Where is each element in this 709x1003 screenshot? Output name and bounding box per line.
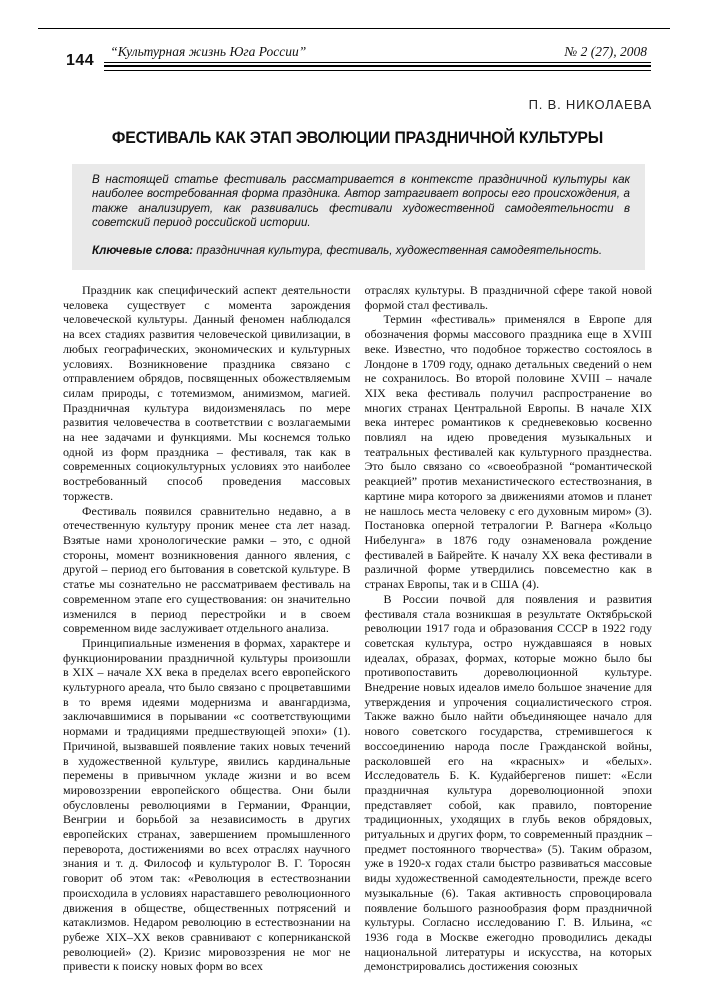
header-text-row: [104, 44, 651, 63]
page-header: [66, 44, 651, 71]
paragraph: Праздник как специфический аспект деятельности человека существует с момента зарождения человеческой культуры. Данный феномен наблюдался на всех стадиях развития человеческой цивилизации, в любых географических, экономических и культурных условиях. Возникновение праздника связано с отправлением обрядов, посвященных обожествляемым силам природы, с тотемизмом, анимизмом, магией. Праздничная культура видоизменялась по мере развития человечества в соответствии с возлагаемыми на нее задачами и функциями. Мы коснемся только одной из форм праздника – фестиваля, так как в современных социокультурных условиях это наиболее востребованный способ проведения массовых торжеств.: [63, 283, 351, 503]
paragraph: Фестиваль появился сравнительно недавно, а в отечественную культуру проник менее ста лет назад. Взятые нами хронологические рамки – это, с одной стороны, момент возникновения данного явления, с другой – период его бытования в советской культуре. В статье мы сознательно не рассматриваем фестиваль на современном этапе его существования: он значительно изменился в период перестройки и в своем современном виде заслуживает отдельного анализа.: [63, 503, 351, 636]
paragraph: Принципиальные изменения в формах, характере и функционировании праздничной культуры произошли в XIX – начале XX века в пределах всего европейского культурного ареала, что было связано с процветавшими в то время идеями модернизма и авангардизма, заключавшимися в порывании «с соответствующими нормами и традициями предшествующей эпохи» (1). Причиной, вызвавшей появление таких новых течений в художественной культуре, явились кардинальные перемены в привычном укладе жизни и во всем мировоззрении европейского общества. Они были обусловлены революциями в Германии, Франции, Венгрии и борьбой за независимость в других европейских странах, завершением промышленного переворота, достижениями во всех отраслях научного знания и т. д. Философ и культуролог В. Г. Торосян говорит об этом так: «Революция в естествознании происходила в условиях нараставшего революционного движения в обществе, общественных потрясений и катаклизмов. Недаром революцию в естествознании на рубеже XIX–XX веков сравнивают с коперниканской революцией» (2). Кризис мировоззрения не мог не привести к поиску новых форм во всех: [63, 635, 351, 974]
header-rule-block: [104, 44, 651, 71]
body-columns: [63, 283, 652, 974]
article-content: [63, 97, 652, 974]
paragraph: Термин «фестиваль» применялся в Европе для обозначения формы массового праздника еще в XVIII веке. Известно, что подобное торжество состоялось в Лондоне в 1709 году, однако детальных сведений о нем не сохранилось. Во второй половине XVIII – начале XIX века фестиваль получил распространение во многих странах Центральной Европы. В начале XIX века интерес романтиков к средневековью косвенно повлиял на идею проведения музыкальных и театральных фестивалей как культурного празднества. Это было связано со «своеобразной “романтической реакцией” против механистического естествознания, в картине мира которого за движениями атомов и планет не нашлось места человеку с его духовным миром» (3). Постановка оперной тетралогии Р. Вагнера «Кольцо Нибелунга» в 1876 году ознаменовала рождение фестивалей в Байрейте. К началу XX века фестивали в различной форме утвердились повсеместно как в странах Европы, так и в США (4).: [364, 312, 652, 592]
keywords-list: праздничная культура, фестиваль, художественная самодеятельность.: [193, 243, 603, 257]
page-number: 144: [66, 52, 95, 69]
issue-number: № 2 (27), 2008: [564, 44, 647, 59]
author-name: П. В. НИКОЛАЕВА: [528, 97, 652, 112]
keywords-line: [92, 244, 630, 258]
right-column: [365, 283, 653, 974]
abstract-box: [72, 164, 645, 270]
keywords-label: Ключевые слова:: [92, 243, 194, 257]
left-column: [63, 283, 351, 974]
paragraph-continuation: отраслях культуры. В праздничной сфере такой новой формой стал фестиваль.: [364, 283, 652, 312]
journal-title: “Культурная жизнь Юга России”: [110, 44, 307, 59]
abstract-text: В настоящей статье фестиваль рассматривается в контексте праздничной культуры как наиболее востребованная форма праздника. Автор затрагивает вопросы его происхождения, а также анализирует, как развивались фестивали художественной самодеятельности в советский период российской истории.: [92, 173, 630, 230]
top-rule: [38, 28, 670, 29]
paragraph: В России почвой для появления и развития фестиваля стала возникшая в результате Октябрьской революции 1917 года и образования СССР в 1922 году советская культура, остро нуждавшаяся в новых идеалах, образах, формах, которые можно было бы противопоставить дореволюционной культуре. Внедрение новых идеалов имело большое значение для утверждения и упрочения социалистического строя. Также важно было найти объединяющее начало для нового советского государства, стремившегося к воссоединению народа после Гражданской войны, расколовшей его на «красных» и «белых». Исследователь Б. К. Кудайбергенов пишет: «Если праздничная культура дореволюционной эпохи представляет собой, как правило, повторение традиционных, уходящих в глубь веков обрядовых, ритуальных и других форм, то современный праздник – предмет постоянного творчества» (5). Таким образом, уже в 1920-х годах стали быстро развиваться массовые виды художественной самодеятельности, прежде всего музыкальные (6). Такая активность спровоцировала появление большого разнообразия форм праздничной культуры. Согласно исследованию Г. В. Ильина, «с 1936 года в Москве ежегодно проводились декады национальной литературы и искусства, на которых демонстрировались достижения союзных: [364, 591, 652, 974]
article-title: ФЕСТИВАЛЬ КАК ЭТАП ЭВОЛЮЦИИ ПРАЗДНИЧНОЙ КУЛЬТУРЫ: [111, 129, 604, 147]
header-double-rule: [104, 65, 651, 71]
